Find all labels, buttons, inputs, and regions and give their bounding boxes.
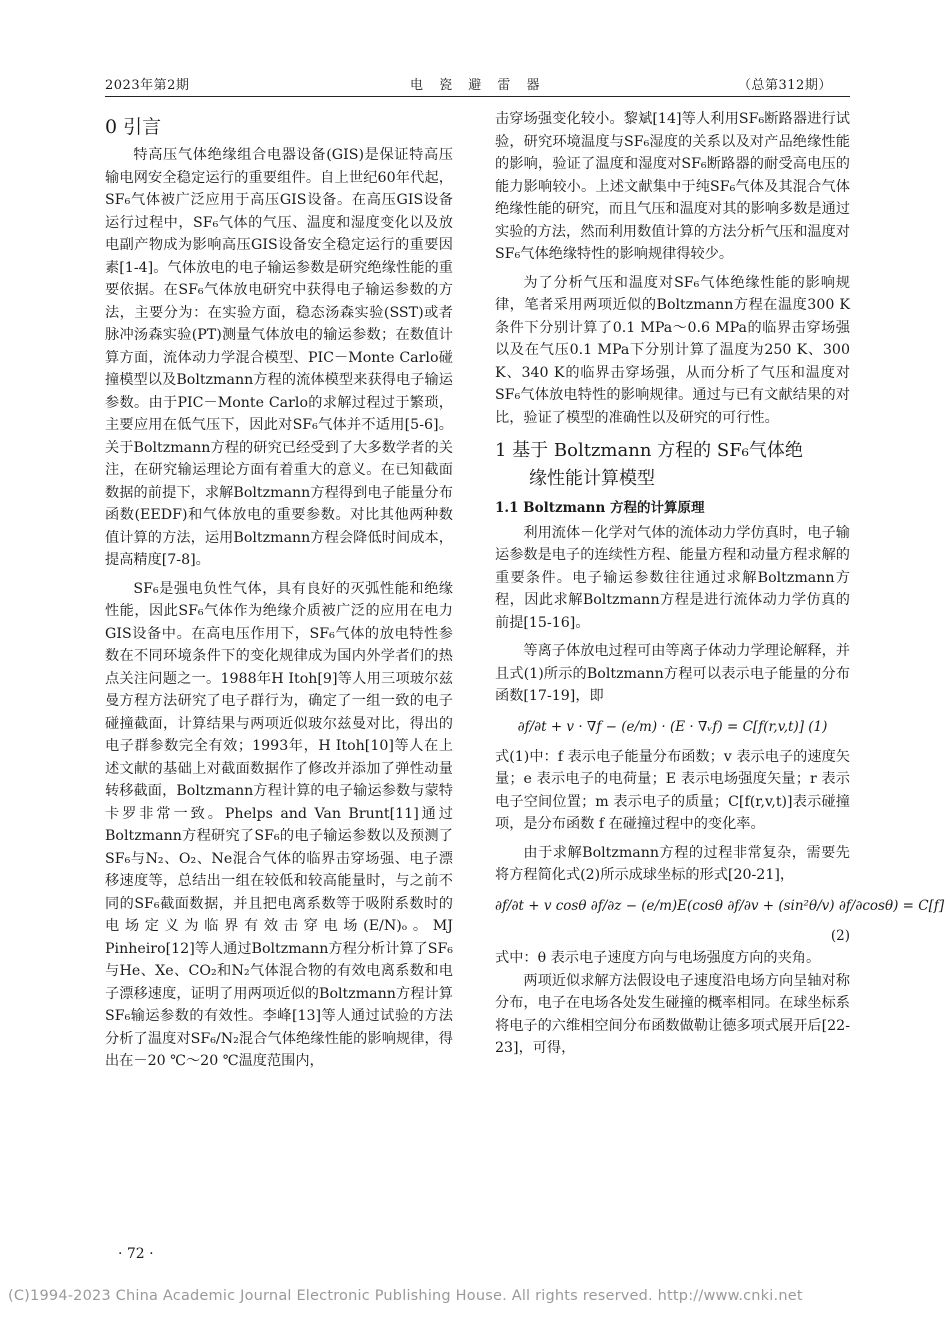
header-issue: 2023年第2期 — [105, 78, 190, 93]
page-number: · 72 · — [118, 1246, 154, 1262]
right-column — [495, 108, 945, 1060]
equation-2-number: (2) — [830, 927, 850, 944]
intro-paragraph-2: SF₆是强电负性气体，具有良好的灭弧性能和绝缘性能，因此SF₆气体作为绝缘介质被广泛的应用在电力GIS设备中。在高电压作用下，SF₆气体的放电特性参数在不同环境条件下的变化规律成为国内外学者们的热点关注问题之一。1988年H Itoh[9]等人用三项玻尔兹曼方程方法研究了电子群行为，确定了一组一致的电子碰撞截面，计算结果与两项近似玻尔兹曼对比，得出的电子群参数完全有效；1993年，H Itoh[10]等人在上述文献的基础上对截面数据作了修改并添加了弹性动量转移截面，Boltzmann方程计算的电子输运参数与蒙特卡罗非常一致。Phelps and Van Brunt[11]通过Boltzmann方程研究了SF₆的电子输运参数以及预测了SF₆与N₂、O₂、Ne混合气体的临界击穿场强、电子漂移速度等，总结出一组在较低和较高能量时，与之前不同的SF₆截面数据，并且把电离系数等于吸附系数时的电场定义为临界有效击穿电场(E/N)ₒ。MJ Pinheiro[12]等人通过Boltzmann方程分析计算了SF₆与He、Xe、CO₂和N₂气体混合物的有效电离系数和电子漂移速度，证明了用两项近似的Boltzmann方程计算SF₆输运参数的有效性。李峰[13]等人通过试验的方法分析了温度对SF₆/N₂混合气体绝缘性能的影响规律，得出在－20 ℃～20 ℃温度范围内， — [105, 580, 453, 1069]
header-total-issue: （总第312期） — [738, 78, 832, 93]
equation-1-explanation: 式(1)中：f 表示电子能量分布函数；v 表示电子的速度矢量；e 表示电子的电荷量；E 表示电场强度矢量；r 表示电子空间位置；m 表示电子的质量；C[f(r,v,t)]表示碰撞项，是分布函数 f 在碰撞过程中的变化率。 — [495, 748, 850, 832]
equation-1: ∂f/∂t + v · ∇f − (e/m) · (E · ∇ᵥf) = C[f(r,v,t)] (1) — [517, 718, 828, 735]
header-rule — [105, 96, 850, 97]
intro-paragraph-3: 为了分析气压和温度对SF₆气体绝缘性能的影响规律，笔者采用两项近似的Boltzmann方程在温度300 K条件下分别计算了0.1 MPa～0.6 MPa的临界击穿场强以及在气压0.1 MPa下分别计算了温度为250 K、300 K、340 K的临界击穿场强，从而分析了气压和温度对SF₆气体放电特性的影响规律。通过与已有文献结果的对比，验证了模型的准确性以及研究的可行性。 — [495, 274, 850, 426]
header-journal-title: 电 瓷 避 雷 器 — [410, 78, 546, 93]
method-paragraph-3: 由于求解Boltzmann方程的过程非常复杂，需要先将方程简化式(2)所示成球坐标的形式[20-21]， — [495, 844, 850, 883]
intro-paragraph-2-continued: 击穿场强变化较小。黎斌[14]等人利用SF₆断路器进行试验，研究环境温度与SF₆湿度的关系以及对产品绝缘性能的影响，验证了温度和湿度对SF₆断路器的耐受高电压的能力影响较小。上述文献集中于纯SF₆气体及其混合气体绝缘性能的研究，而且气压和温度对其的影响多数是通过实验的方法，然而利用数值计算的方法分析气压和温度对SF₆气体绝缘特性的影响规律得较少。 — [495, 111, 850, 262]
equation-2-explanation: 式中：θ 表示电子速度方向与电场强度方向的夹角。 — [495, 950, 821, 966]
intro-paragraph-1: 特高压气体绝缘组合电器设备(GIS)是保证特高压输电网安全稳定运行的重要组件。自上世纪60年代起，SF₆气体被广泛应用于高压GIS设备。在高压GIS设备运行过程中，SF₆气体的气压、温度和湿度变化以及放电副产物成为影响高压GIS设备安全稳定运行的重要因素[1-4]。气体放电的电子输运参数是研究绝缘性能的重要依据。在SF₆气体放电研究中获得电子输运参数的方法，主要分为：在实验方面，稳态汤森实验(SST)或者脉冲汤森实验(PT)测量气体放电的输运参数；在数值计算方面，流体动力学混合模型、PIC－Monte Carlo碰撞模型以及Boltzmann方程的流体模型来获得电子输运参数。由于PIC－Monte Carlo的求解过程过于繁琐，主要应用在低气压下，因此对SF₆气体并不适用[5-6]。关于Boltzmann方程的研究已经受到了大多数学者的关注，在研究输运理论方面有着重大的意义。在已知截面数据的前提下，求解Boltzmann方程得到电子能量分布函数(EEDF)和气体放电的重要参数。对比其他两种数值计算的方法，运用Boltzmann方程会降低时间成本，提高精度[7-8]。 — [105, 147, 453, 568]
method-paragraph-2: 等离子体放电过程可由等离子体动力学理论解释，并且式(1)所示的Boltzmann方程可以表示电子能量的分布函数[17-19]，即 — [495, 643, 850, 704]
section-0-title: 0 引言 — [105, 116, 162, 138]
subsection-1-1-title: 1.1 Boltzmann 方程的计算原理 — [495, 500, 705, 516]
equation-2: ∂f/∂t + v cosθ ∂f/∂z − (e/m)E(cosθ ∂f/∂v + (sin²θ/v) ∂f/∂cosθ) = C[f] — [495, 897, 945, 914]
method-paragraph-1: 利用流体－化学对气体的流体动力学仿真时，电子输运参数是电子的连续性方程、能量方程和动量方程求解的重要条件。电子输运参数往往通过求解Boltzmann方程，因此求解Boltzmann方程是进行流体动力学仿真的前提[15-16]。 — [495, 524, 850, 631]
section-1-title — [495, 437, 850, 493]
section-1-title-line1: 1 基于 Boltzmann 方程的 SF₆气体绝 — [495, 440, 803, 461]
method-paragraph-4: 两项近似求解方法假设电子速度沿电场方向呈轴对称分布，电子在电场各处发生碰撞的概率相同。在球坐标系将电子的六维相空间分布函数做勒让德多项式展开后[22-23]，可得， — [495, 972, 850, 1056]
section-1-title-line2: 缘性能计算模型 — [529, 468, 655, 489]
left-column — [105, 108, 453, 1073]
copyright-watermark: (C)1994-2023 China Academic Journal Electronic Publishing House. All rights reserved. http://www.cnki.net — [8, 1288, 803, 1304]
